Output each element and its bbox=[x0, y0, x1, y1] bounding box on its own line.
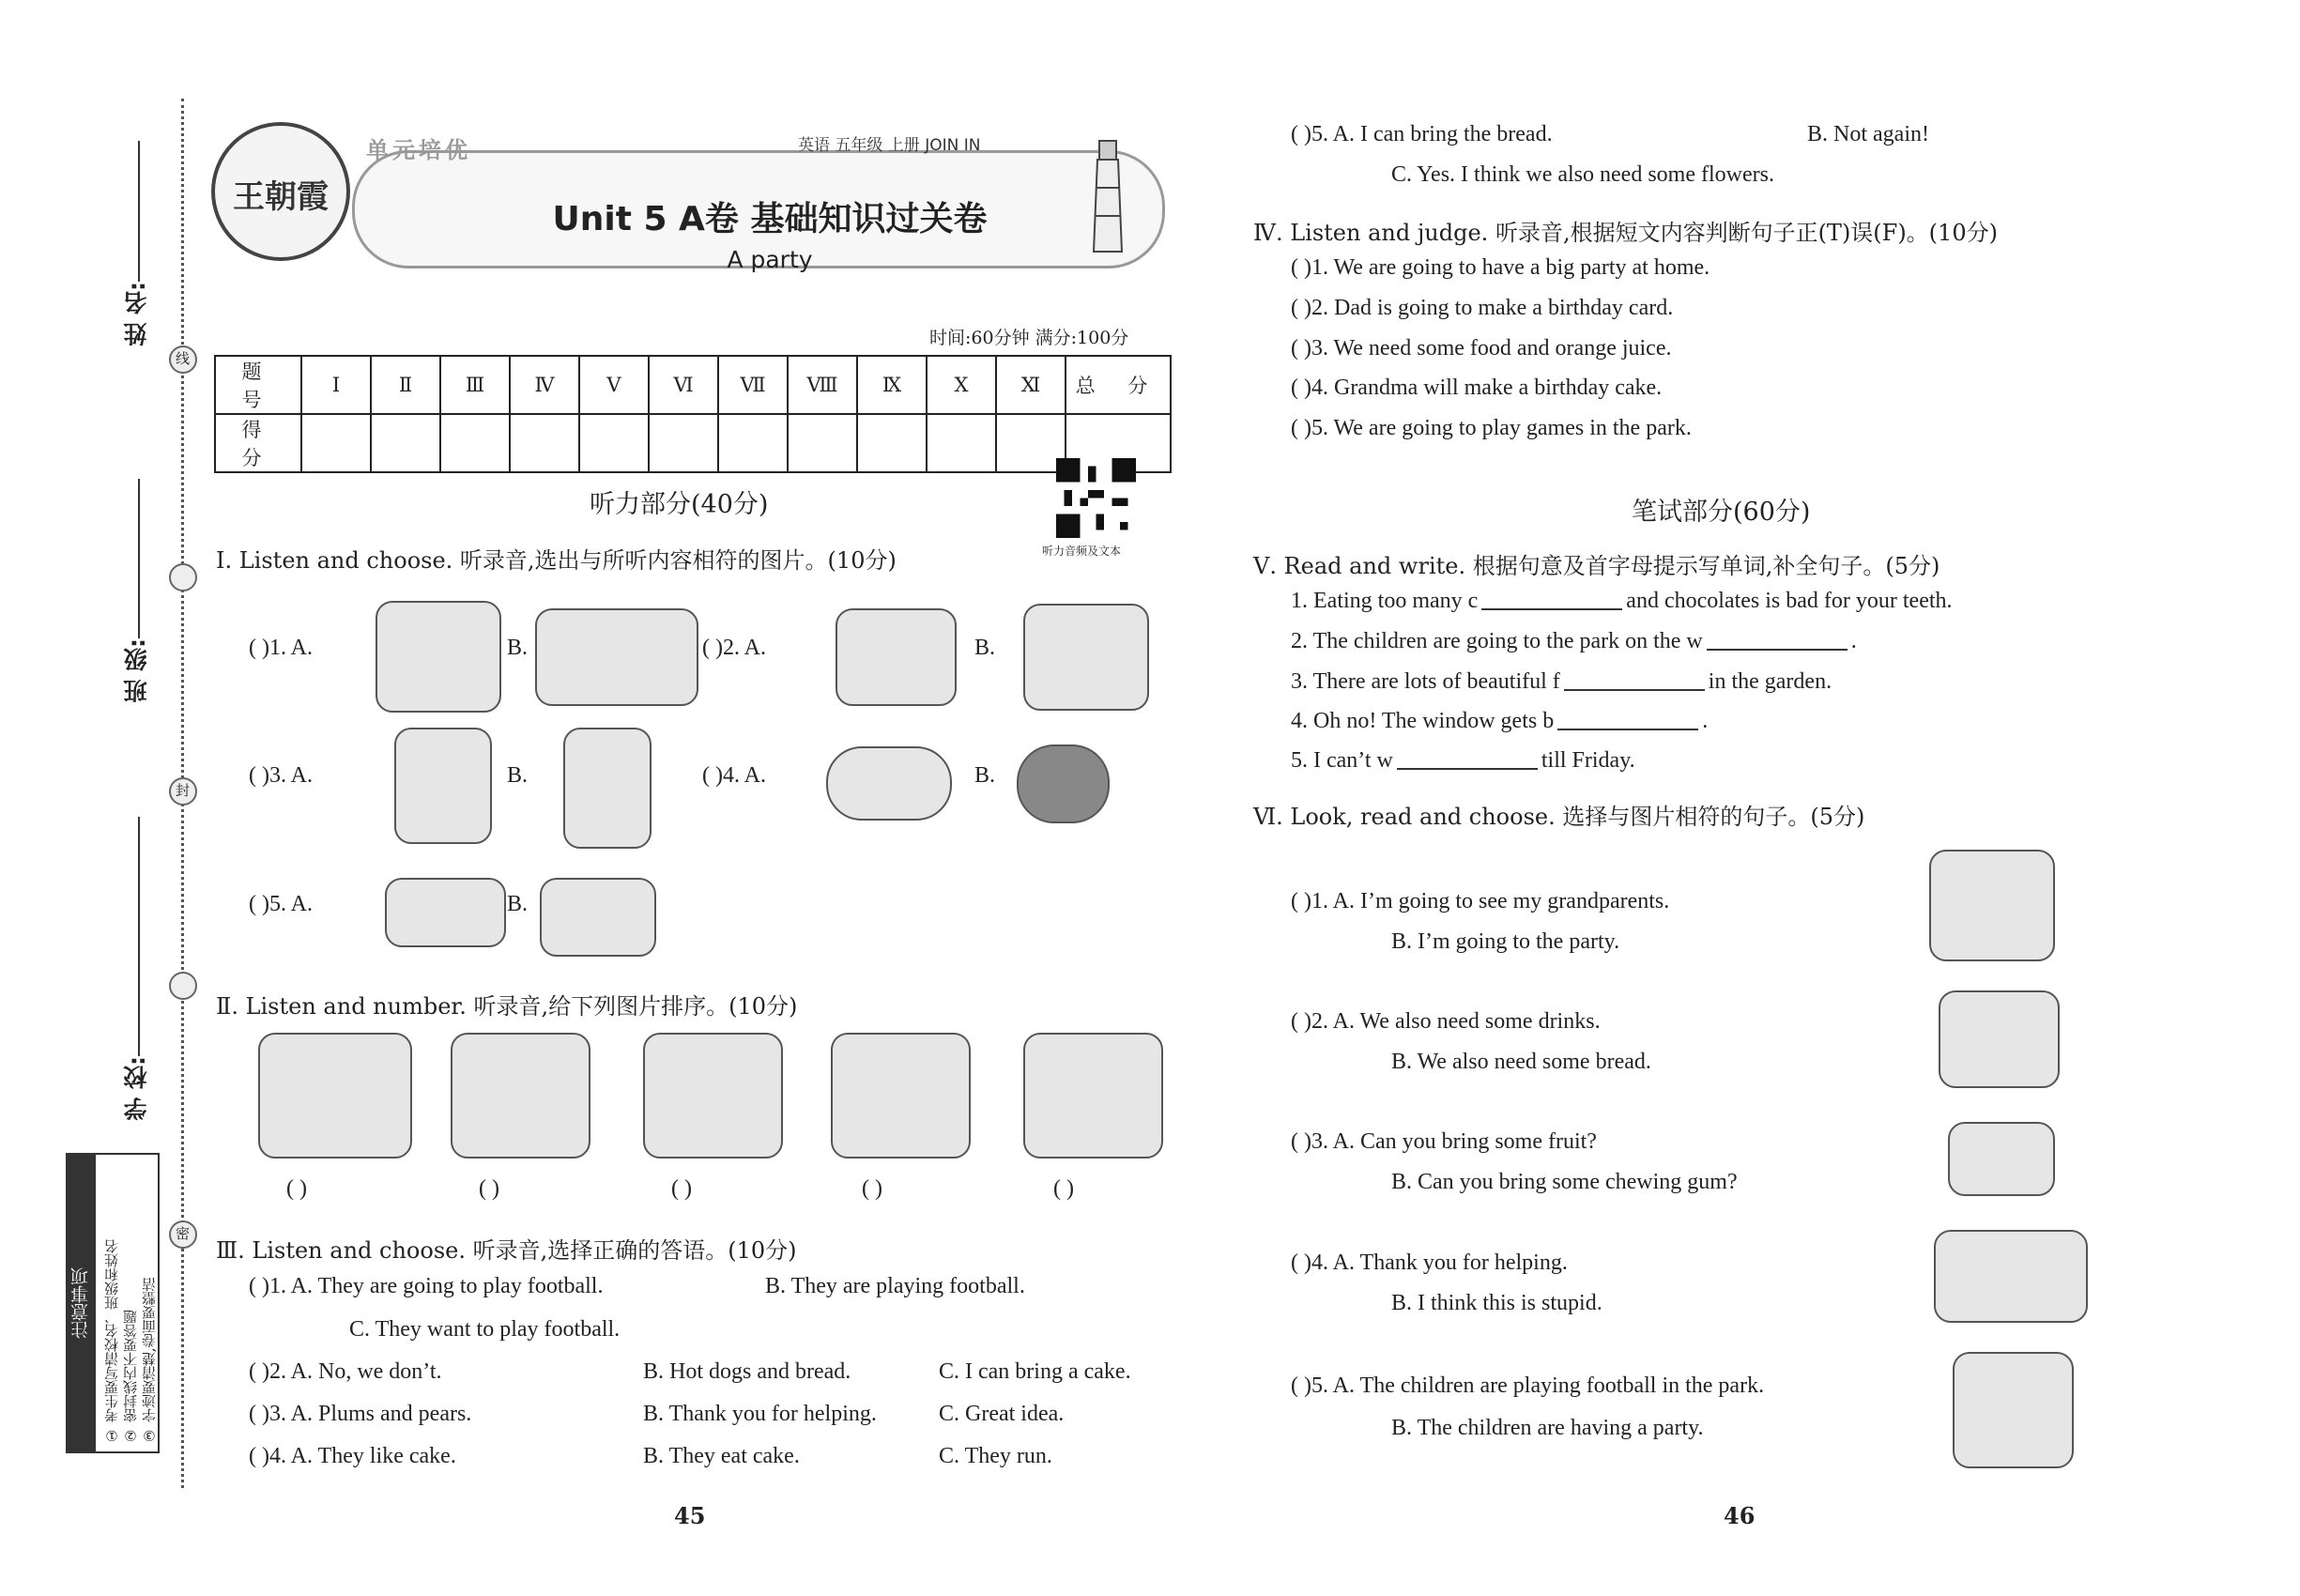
p6-q2-a: ( )2. A. We also need some drinks. bbox=[1291, 1009, 1601, 1034]
chewing-gum-picture bbox=[1948, 1122, 2055, 1196]
grass-picture bbox=[385, 878, 506, 947]
notice-item-1: ① 考生要写清校名、班级和姓名 bbox=[103, 1239, 120, 1444]
p3-q5-b: B. Not again! bbox=[1807, 122, 1929, 146]
p2-blank-2[interactable]: ( ) bbox=[479, 1176, 499, 1201]
p3-q1-a: ( )1. A. They are going to play football. bbox=[249, 1274, 604, 1298]
p5-item-1 bbox=[1291, 589, 1953, 614]
p3-q2-b: B. Hot dogs and bread. bbox=[643, 1359, 851, 1384]
p3-q4-c: C. They run. bbox=[939, 1444, 1052, 1468]
qr-code-icon[interactable] bbox=[1056, 458, 1136, 538]
p4-item-2: ( )2. Dad is going to make a birthday card. bbox=[1291, 296, 1674, 320]
p5-item-1-pre: 1. Eating too many c bbox=[1291, 589, 1479, 613]
p5-blank-2[interactable] bbox=[1707, 649, 1848, 651]
notice-box bbox=[66, 1153, 160, 1453]
score-table-header-row bbox=[215, 356, 1171, 414]
score-table-score-row bbox=[215, 414, 1171, 472]
time-and-score: 时间:60分钟 满分:100分 bbox=[929, 328, 1129, 348]
p5-blank-5[interactable] bbox=[1397, 768, 1538, 770]
pears-picture bbox=[540, 878, 656, 957]
grandparents-picture bbox=[1929, 850, 2055, 961]
school-field[interactable] bbox=[138, 817, 140, 1056]
series-label: 单元培优 bbox=[366, 137, 471, 163]
brand-logo bbox=[211, 122, 350, 261]
p6-q1-a: ( )1. A. I’m going to see my grandparents. bbox=[1291, 889, 1670, 913]
p2-picture-4 bbox=[831, 1033, 971, 1159]
p3-q5-c: C. Yes. I think we also need some flowers. bbox=[1391, 162, 1774, 187]
p3-q3-c: C. Great idea. bbox=[939, 1402, 1065, 1426]
p2-picture-1 bbox=[258, 1033, 412, 1159]
p6-q4-b: B. I think this is stupid. bbox=[1391, 1291, 1602, 1315]
p6-q2-b: B. We also need some bread. bbox=[1391, 1050, 1651, 1074]
score-col: Ⅷ bbox=[788, 356, 857, 414]
name-field[interactable] bbox=[138, 141, 140, 282]
p6-q3-b: B. Can you bring some chewing gum? bbox=[1391, 1170, 1738, 1194]
p3-q3-a: ( )3. A. Plums and pears. bbox=[249, 1402, 472, 1426]
p3-q2-a: ( )2. A. No, we don’t. bbox=[249, 1359, 442, 1384]
p6-q5-a: ( )5. A. The children are playing football in the park. bbox=[1291, 1373, 1765, 1398]
students-picture bbox=[535, 608, 698, 706]
p1-q5-b: B. bbox=[507, 892, 529, 916]
p3-q2-c: C. I can bring a cake. bbox=[939, 1359, 1131, 1384]
score-cell[interactable] bbox=[579, 414, 649, 472]
p5-item-2-pre: 2. The children are going to the park on the w bbox=[1291, 629, 1703, 653]
lighthouse-icon bbox=[1084, 131, 1131, 253]
p5-item-5-pre: 5. I can’t w bbox=[1291, 748, 1393, 773]
score-cell[interactable] bbox=[371, 414, 440, 472]
name-label: 姓 名: bbox=[123, 282, 150, 346]
cake-picture bbox=[836, 608, 957, 706]
p6-q5-b: B. The children are having a party. bbox=[1391, 1416, 1704, 1440]
p5-item-2 bbox=[1291, 629, 1857, 654]
unit-subtitle: A party bbox=[727, 246, 813, 273]
p5-item-3-post: in the garden. bbox=[1708, 669, 1832, 694]
sweets-picture bbox=[1023, 604, 1149, 711]
p6-q4-a: ( )4. A. Thank you for helping. bbox=[1291, 1251, 1568, 1275]
farmer-picture bbox=[563, 728, 652, 849]
part6-heading: Ⅵ. Look, read and choose. 选择与图片相符的句子。(5分) bbox=[1253, 804, 1865, 830]
score-col: Ⅴ bbox=[579, 356, 649, 414]
binding-hole-2 bbox=[169, 972, 197, 1000]
helping-picture bbox=[1934, 1230, 2088, 1323]
class-field[interactable] bbox=[138, 479, 140, 638]
score-table bbox=[214, 355, 1172, 473]
p2-blank-4[interactable]: ( ) bbox=[862, 1176, 882, 1201]
score-cell[interactable] bbox=[927, 414, 996, 472]
p6-q3-a: ( )3. A. Can you bring some fruit? bbox=[1291, 1129, 1597, 1154]
p1-q5-label: ( )5. A. bbox=[249, 892, 313, 916]
p5-item-4 bbox=[1291, 709, 1708, 734]
p3-q1-b: B. They are playing football. bbox=[765, 1274, 1025, 1298]
p3-q3-b: B. Thank you for helping. bbox=[643, 1402, 877, 1426]
p2-blank-3[interactable]: ( ) bbox=[671, 1176, 692, 1201]
p5-blank-3[interactable] bbox=[1564, 689, 1705, 691]
p5-item-2-post: . bbox=[1850, 629, 1857, 653]
part1-heading: Ⅰ. Listen and choose. 听录音,选出与所听内容相符的图片。(10分) bbox=[216, 547, 897, 574]
score-col: Ⅵ bbox=[649, 356, 718, 414]
part2-heading: Ⅱ. Listen and number. 听录音,给下列图片排序。(10分) bbox=[216, 993, 798, 1020]
p3-q5-a: ( )5. A. I can bring the bread. bbox=[1291, 122, 1553, 146]
drinks-shelf-picture bbox=[1939, 990, 2060, 1088]
p5-item-1-post: and chocolates is bad for your teeth. bbox=[1626, 589, 1953, 613]
subject-meta: 英语 五年级 上册 JOIN IN bbox=[798, 136, 981, 155]
binding-mark-seal: 封 bbox=[169, 777, 197, 806]
score-col: Ⅺ bbox=[996, 356, 1066, 414]
p1-q4-b: B. bbox=[974, 763, 996, 788]
score-col: Ⅹ bbox=[927, 356, 996, 414]
score-total-label: 总 分 bbox=[1066, 356, 1171, 414]
part3-heading: Ⅲ. Listen and choose. 听录音,选择正确的答语。(10分) bbox=[216, 1237, 797, 1264]
page-number-right: 46 bbox=[1724, 1502, 1756, 1529]
p4-item-4: ( )4. Grandma will make a birthday cake. bbox=[1291, 376, 1663, 400]
plums-picture bbox=[1017, 744, 1110, 823]
score-cell[interactable] bbox=[857, 414, 927, 472]
score-col: Ⅲ bbox=[440, 356, 510, 414]
p5-blank-4[interactable] bbox=[1557, 729, 1698, 730]
p5-item-4-pre: 4. Oh no! The window gets b bbox=[1291, 709, 1555, 733]
score-col: Ⅱ bbox=[371, 356, 440, 414]
binding-mark-secret: 密 bbox=[169, 1220, 197, 1249]
listening-section-title: 听力部分(40分) bbox=[590, 490, 769, 519]
p5-item-3 bbox=[1291, 669, 1832, 695]
writing-section-title: 笔试部分(60分) bbox=[1632, 498, 1811, 527]
page-number-left: 45 bbox=[674, 1502, 706, 1529]
p3-q1-c: C. They want to play football. bbox=[349, 1317, 621, 1342]
p1-q2-label: ( )2. A. bbox=[702, 636, 766, 660]
p1-q2-b: B. bbox=[974, 636, 996, 660]
p5-blank-1[interactable] bbox=[1481, 608, 1622, 610]
p1-q3-label: ( )3. A. bbox=[249, 763, 313, 788]
binding-hole-1 bbox=[169, 563, 197, 591]
p3-q4-b: B. They eat cake. bbox=[643, 1444, 800, 1468]
class-label: 班 级: bbox=[123, 638, 150, 703]
school-label: 学 校: bbox=[123, 1056, 150, 1121]
flowers-picture bbox=[394, 728, 492, 844]
score-cell[interactable] bbox=[996, 414, 1066, 472]
p1-q3-b: B. bbox=[507, 763, 529, 788]
score-col: Ⅳ bbox=[510, 356, 579, 414]
part4-heading: Ⅳ. Listen and judge. 听录音,根据短文内容判断句子正(T)误(F)。(10分) bbox=[1253, 220, 1998, 246]
score-cell[interactable] bbox=[649, 414, 718, 472]
p3-q4-a: ( )4. A. They like cake. bbox=[249, 1444, 456, 1468]
score-cell[interactable] bbox=[301, 414, 371, 472]
binding-mark-line: 线 bbox=[169, 345, 197, 374]
party-picture bbox=[1953, 1352, 2074, 1468]
p1-q1-label: ( )1. A. bbox=[249, 636, 313, 660]
oranges-picture bbox=[826, 746, 952, 821]
p2-blank-5[interactable]: ( ) bbox=[1053, 1176, 1074, 1201]
notice-item-2: ② 密封线内不要答题 bbox=[122, 1310, 139, 1444]
logo-text: 王朝霞 bbox=[233, 178, 329, 216]
p4-item-3: ( )3. We need some food and orange juice. bbox=[1291, 336, 1672, 361]
p5-item-3-pre: 3. There are lots of beautiful f bbox=[1291, 669, 1560, 694]
p2-blank-1[interactable]: ( ) bbox=[286, 1176, 307, 1201]
p1-q1-b: B. bbox=[507, 636, 529, 660]
notice-item-3: ③ 字迹要清楚,卷面要整洁 bbox=[141, 1277, 158, 1444]
score-header-label: 题 号 bbox=[215, 356, 301, 414]
p4-item-1: ( )1. We are going to have a big party at home. bbox=[1291, 255, 1710, 280]
p5-item-5-post: till Friday. bbox=[1541, 748, 1635, 773]
p4-item-5: ( )5. We are going to play games in the park. bbox=[1291, 416, 1692, 440]
score-cell[interactable] bbox=[440, 414, 510, 472]
score-cell[interactable] bbox=[788, 414, 857, 472]
part5-heading: Ⅴ. Read and write. 根据句意及首字母提示写单词,补全句子。(5分) bbox=[1253, 553, 1940, 579]
notice-title: 注意事项 bbox=[68, 1155, 96, 1451]
score-col: Ⅶ bbox=[718, 356, 788, 414]
p2-picture-3 bbox=[643, 1033, 783, 1159]
p1-q4-label: ( )4. A. bbox=[702, 763, 766, 788]
page-title: Unit 5 A卷 基础知识过关卷 bbox=[552, 200, 988, 238]
p2-picture-5 bbox=[1023, 1033, 1163, 1159]
score-cell[interactable] bbox=[510, 414, 579, 472]
p6-q1-b: B. I’m going to the party. bbox=[1391, 929, 1620, 954]
p5-item-5 bbox=[1291, 748, 1635, 774]
island-picture bbox=[376, 601, 501, 713]
p5-item-4-post: . bbox=[1702, 709, 1709, 733]
score-col: Ⅸ bbox=[857, 356, 927, 414]
qr-caption: 听力音频及文本 bbox=[1042, 545, 1122, 558]
p2-picture-2 bbox=[451, 1033, 590, 1159]
score-row-label: 得 分 bbox=[215, 414, 301, 472]
score-col: Ⅰ bbox=[301, 356, 371, 414]
score-cell[interactable] bbox=[718, 414, 788, 472]
